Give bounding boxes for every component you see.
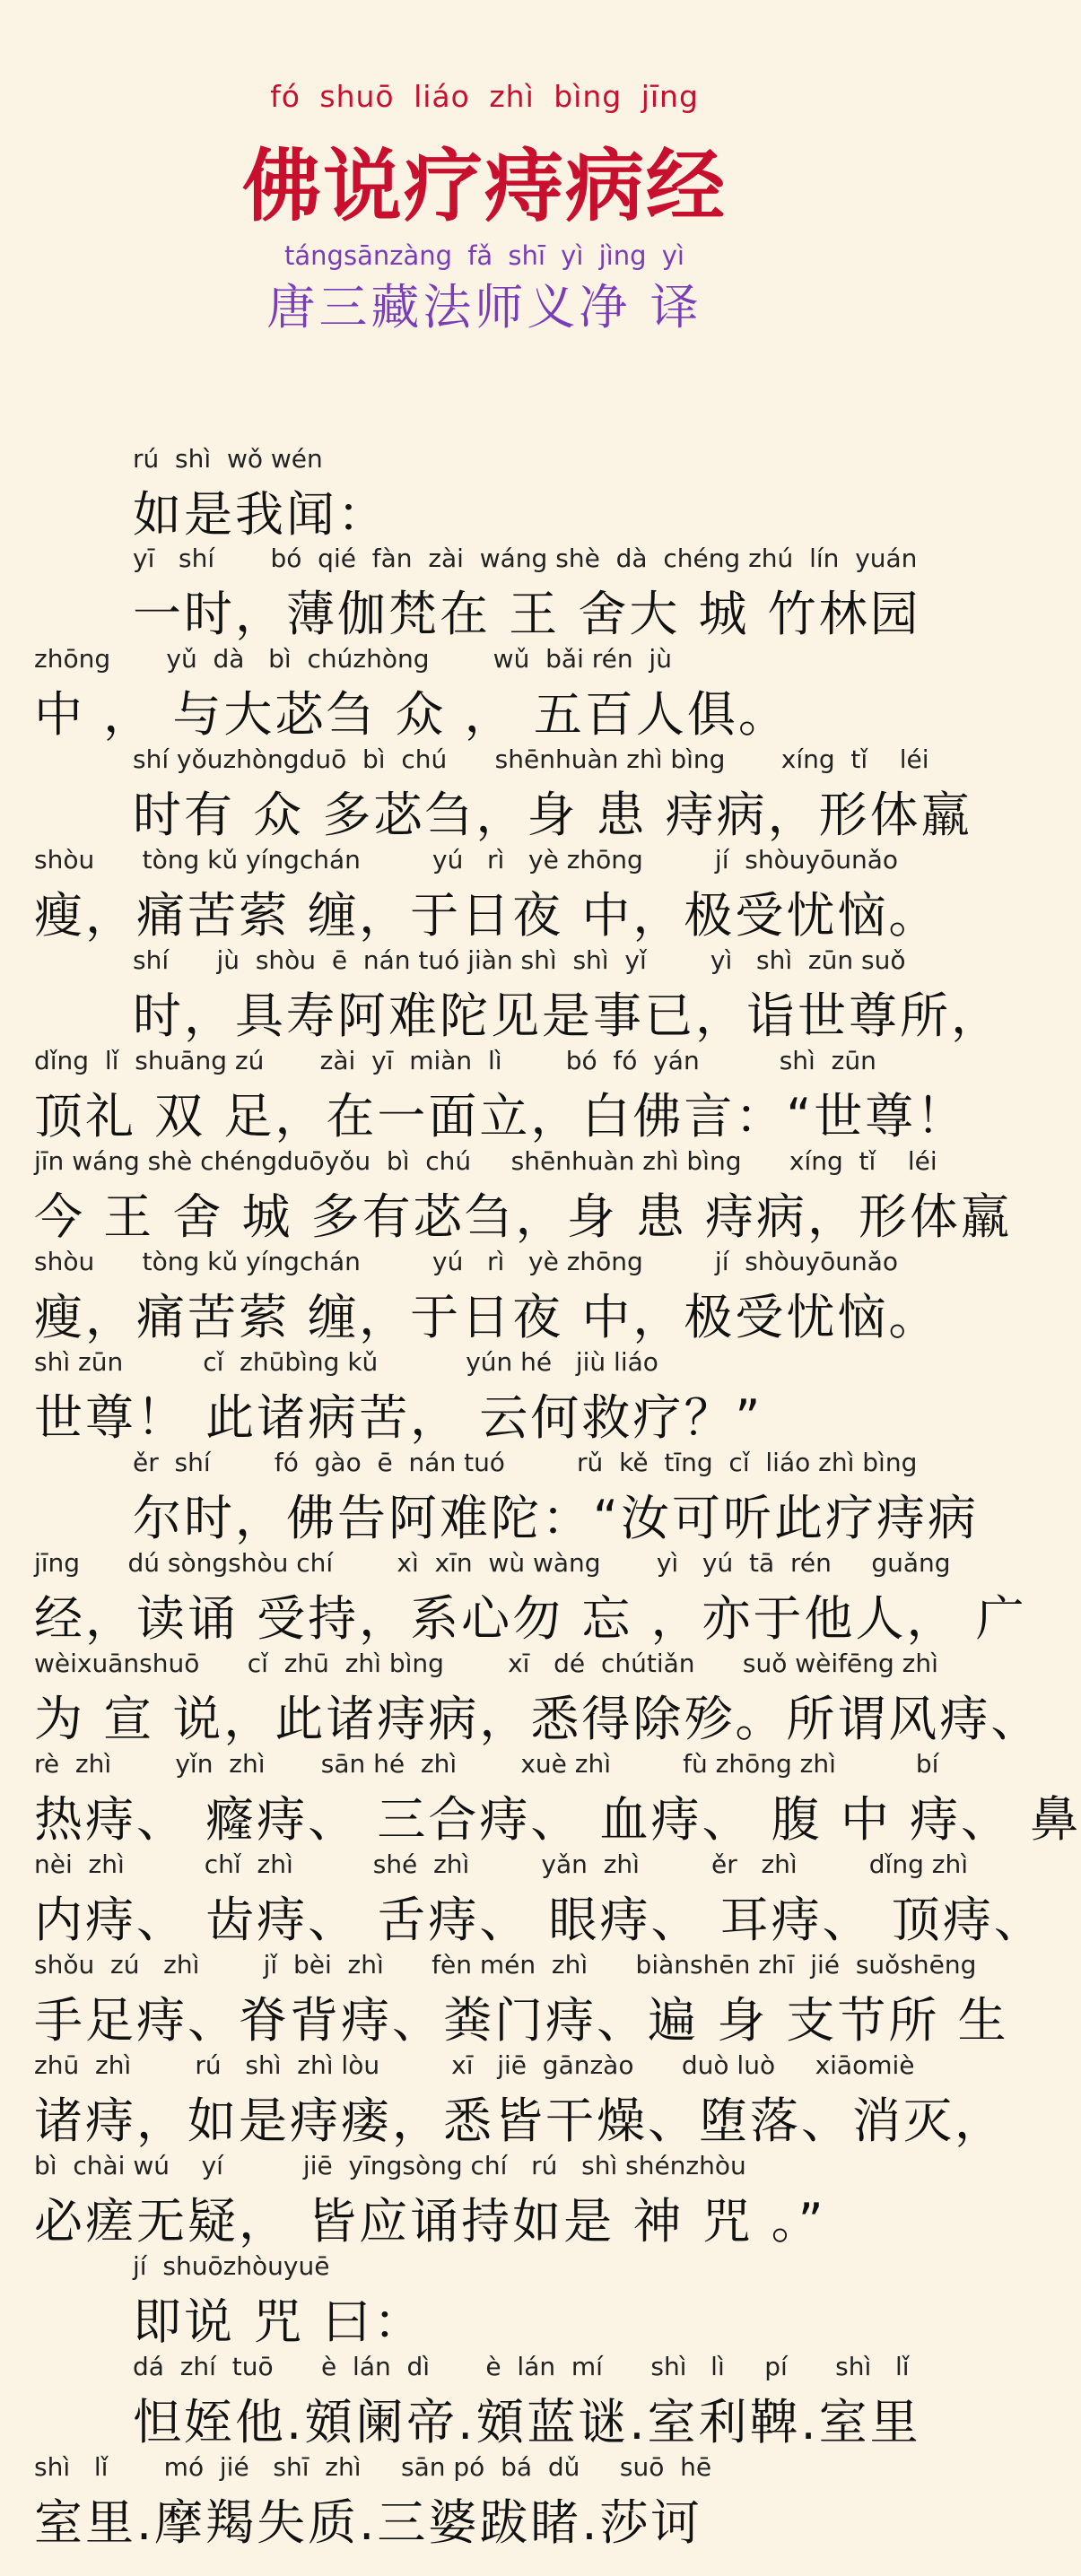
pinyin-line: ěr shí fó gào ē nán tuó rǔ kě tīng cǐ liáo zhì bìng xyxy=(133,1448,918,1477)
chinese-line: 中 ， 与大苾刍 众 ， 五百人俱。 xyxy=(34,686,789,743)
pinyin-line: zhōng yǔ dà bì chúzhòng wǔ bǎi rén jù xyxy=(34,644,672,674)
pinyin-line: dá zhí tuō è lán dì è lán mí shì lì pí shì lǐ xyxy=(133,2352,910,2381)
chinese-line: 瘦，痛苦萦 缠，于日夜 中，极受忧恼。 xyxy=(34,887,940,944)
chinese-line: 顶礼 双 足，在一面立，白佛言：“世尊！ xyxy=(34,1088,968,1144)
chinese-line: 诸痔，如是痔瘘，悉皆干燥、堕落、消灭， xyxy=(34,2093,1006,2149)
chinese-line: 热痔、 癃痔、 三合痔、 血痔、 腹 中 痔、 鼻 xyxy=(34,1791,1081,1848)
pinyin-line: bì chài wú yí jiē yīngsòng chí rú shì shénzhòu xyxy=(34,2151,746,2180)
pinyin-line: jīng dú sòngshòu chí xì xīn wù wàng yì yú tā rén guǎng xyxy=(34,1548,951,1578)
chinese-line: 手足痔、脊背痔、粪门痔、遍 身 支节所 生 xyxy=(34,1992,1009,2049)
chinese-line: 一时，薄伽梵在 王 舍大 城 竹林园 xyxy=(133,586,921,642)
pinyin-line: shǒu zú zhì jǐ bèi zhì fèn mén zhì biànshēn zhī jié suǒshēng xyxy=(34,1950,977,1980)
pinyin-line: shì lǐ mó jié shī zhì sān pó bá dǔ suō hē xyxy=(34,2452,712,2482)
pinyin-line: rú shì wǒ wén xyxy=(133,444,323,474)
subtitle-pinyin: tángsānzàng fǎ shī yì jìng yì xyxy=(284,240,684,271)
pinyin-line: shí yǒuzhòngduō bì chú shēnhuàn zhì bìng xíng tǐ léi xyxy=(133,744,929,774)
chinese-line: 瘦，痛苦萦 缠，于日夜 中，极受忧恼。 xyxy=(34,1289,940,1345)
pinyin-line: shì zūn cǐ zhūbìng kǔ yún hé jiù liáo xyxy=(34,1347,658,1377)
chinese-line: 时有 众 多苾刍，身 患 痔病，形体羸 xyxy=(133,787,972,843)
chinese-line: 今 王 舍 城 多有苾刍，身 患 痔病，形体羸 xyxy=(34,1188,1012,1245)
translator-subtitle: 唐三藏法师义净 译 xyxy=(266,279,702,335)
chinese-line: 时，具寿阿难陀见是事已，诣世尊所， xyxy=(133,988,1002,1044)
chinese-line: 即说 咒 曰： xyxy=(133,2293,425,2350)
title-pinyin: fó shuō liáo zhì bìng jīng xyxy=(270,79,699,114)
chinese-line: 室里.摩羯失质.三婆跋睹.莎诃 xyxy=(34,2494,702,2551)
page-title: 佛说疗痔病经 xyxy=(241,139,727,232)
chinese-line: 尔时，佛告阿难陀：“汝可听此疗痔病 xyxy=(133,1490,979,1546)
pinyin-line: nèi zhì chǐ zhì shé zhì yǎn zhì ěr zhì dǐng zhì xyxy=(34,1849,968,1879)
pinyin-line: shòu tòng kǔ yíngchán yú rì yè zhōng jí shòuyōunǎo xyxy=(34,845,898,875)
chinese-line: 内痔、 齿痔、 舌痔、 眼痔、 耳痔、 顶痔、 xyxy=(34,1892,1045,1948)
chinese-line: 怛姪他.頞阑帝.頞蓝谜.室利鞞.室里 xyxy=(133,2394,921,2450)
pinyin-line: wèixuānshuō cǐ zhū zhì bìng xī dé chútiǎn suǒ wèifēng zhì xyxy=(34,1649,938,1678)
pinyin-line: shí jù shòu ē nán tuó jiàn shì shì yǐ yì shì zūn suǒ xyxy=(133,945,906,975)
chinese-line: 必瘥无疑， 皆应诵持如是 神 咒 。” xyxy=(34,2193,826,2250)
pinyin-line: shòu tòng kǔ yíngchán yú rì yè zhōng jí shòuyōunǎo xyxy=(34,1247,898,1276)
pinyin-line: rè zhì yǐn zhì sān hé zhì xuè zhì fù zhōng zhì bí xyxy=(34,1749,939,1779)
chinese-line: 世尊！ 此诸病苦， 云何救疗？” xyxy=(34,1389,763,1446)
chinese-line: 为 宣 说，此诸痔病，悉得除殄。所谓风痔、 xyxy=(34,1691,1042,1747)
chinese-line: 如是我闻： xyxy=(133,486,388,543)
pinyin-line: jí shuōzhòuyuē xyxy=(133,2251,330,2281)
pinyin-line: jīn wáng shè chéngduōyǒu bì chú shēnhuàn zhì bìng xíng tǐ léi xyxy=(34,1146,937,1176)
pinyin-line: dǐng lǐ shuāng zú zài yī miàn lì bó fó yán shì zūn xyxy=(34,1046,876,1075)
pinyin-line: yī shí bó qié fàn zài wáng shè dà chéng zhú lín yuán xyxy=(133,544,918,573)
chinese-line: 经，读诵 受持，系心勿 忘 ，亦于他人， 广 xyxy=(34,1590,1027,1647)
pinyin-line: zhū zhì rú shì zhì lòu xī jiē gānzào duò luò xiāomiè xyxy=(34,2050,915,2080)
